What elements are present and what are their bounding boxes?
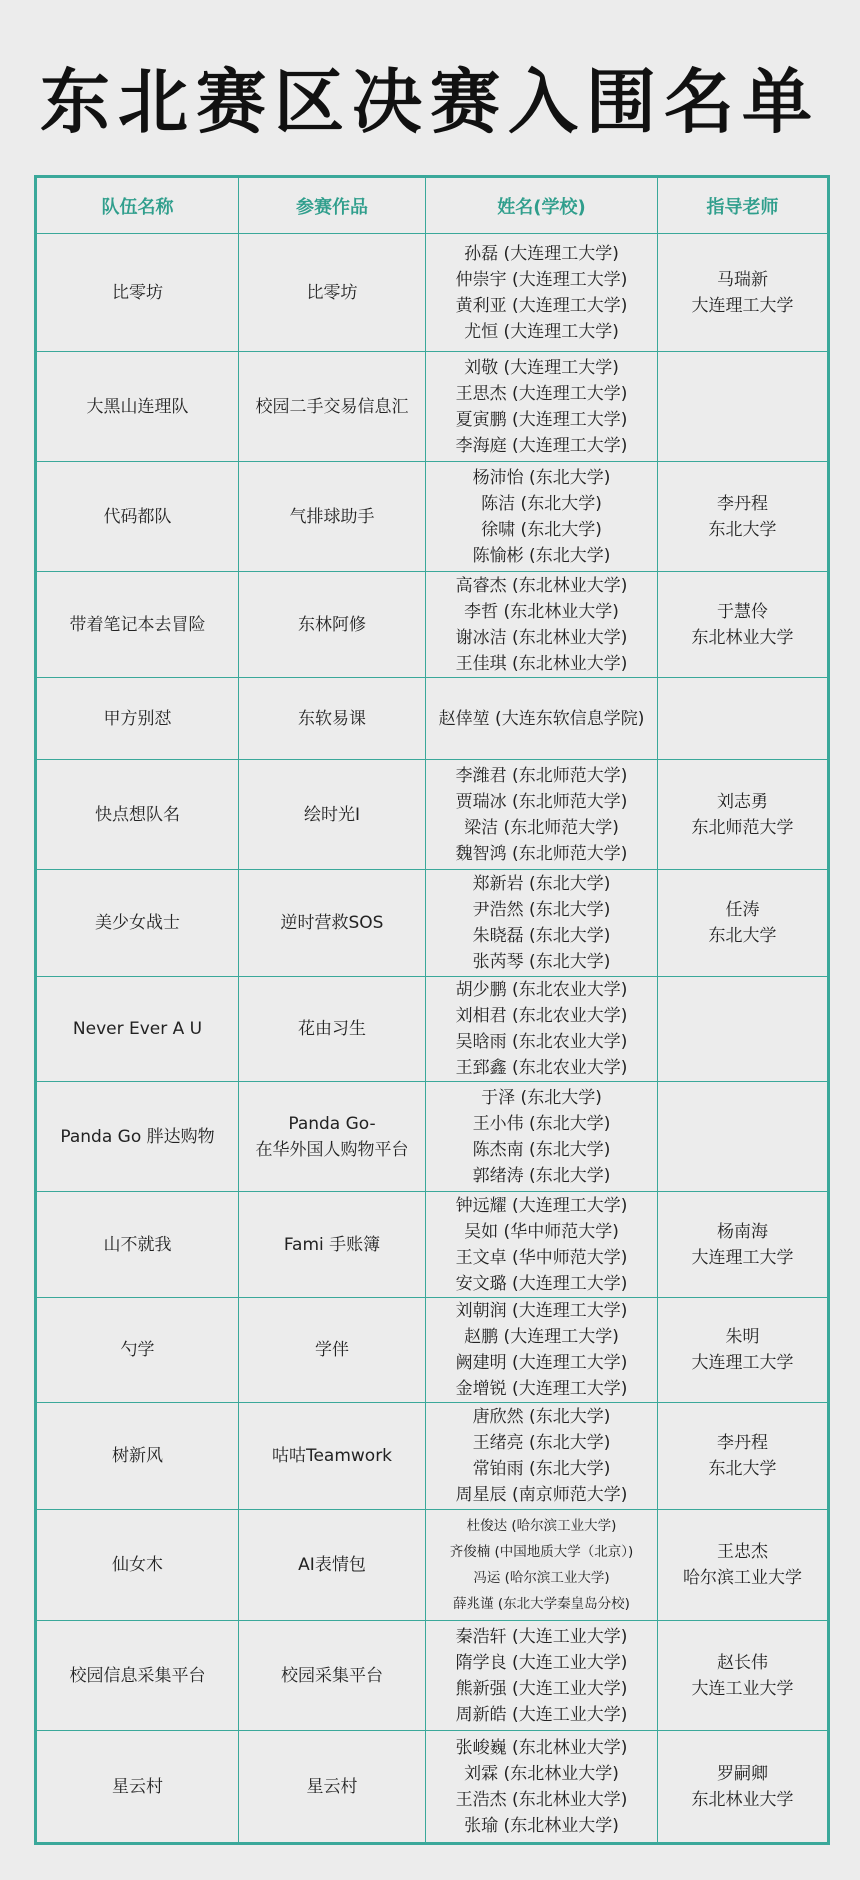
member-entry: 周新皓 (大连工业大学) bbox=[455, 1704, 628, 1725]
coach-name: 李丹程 bbox=[717, 1433, 768, 1453]
coach-school: 东北大学 bbox=[708, 519, 777, 540]
table-row bbox=[36, 678, 829, 760]
entry-work-cell bbox=[239, 572, 426, 678]
coach-name: 任涛 bbox=[725, 900, 760, 920]
table-body bbox=[36, 234, 829, 1844]
member-entry: 胡少鹏 (东北农业大学) bbox=[455, 980, 628, 1000]
member-entry: 赵倖堃 (大连东软信息学院) bbox=[438, 708, 645, 729]
members-cell bbox=[426, 760, 658, 870]
coach-cell bbox=[658, 1403, 829, 1510]
table-header-row bbox=[36, 177, 829, 234]
entry-work-line: 逆时营救SOS bbox=[280, 913, 384, 933]
member-entry: 张芮琴 (东北大学) bbox=[472, 952, 611, 972]
entry-work-cell bbox=[239, 760, 426, 870]
entry-work-cell bbox=[239, 678, 426, 760]
coach-cell bbox=[658, 1731, 829, 1844]
members-cell bbox=[426, 1510, 658, 1621]
member-entry: 王佳琪 (东北林业大学) bbox=[455, 653, 628, 674]
table-row bbox=[36, 1082, 829, 1192]
member-entry: 孙磊 (大连理工大学) bbox=[464, 243, 619, 264]
coach-school: 大连理工大学 bbox=[691, 295, 794, 316]
members-cell bbox=[426, 1192, 658, 1298]
member-entry: 唐欣然 (东北大学) bbox=[472, 1407, 611, 1427]
coach-school: 东北大学 bbox=[708, 926, 777, 946]
coach-school: 哈尔滨工业大学 bbox=[683, 1568, 802, 1588]
team-name-cell: Panda Go 胖达购物 bbox=[36, 1082, 239, 1192]
entry-work-line: 咕咕Teamwork bbox=[271, 1446, 393, 1466]
table-row bbox=[36, 1298, 829, 1403]
member-entry: 吴如 (华中师范大学) bbox=[464, 1221, 619, 1242]
member-entry: 尹浩然 (东北大学) bbox=[472, 900, 611, 920]
table-row bbox=[36, 1731, 829, 1844]
team-name-cell: Never Ever A U bbox=[36, 977, 239, 1082]
member-entry: 阙建明 (大连理工大学) bbox=[455, 1353, 628, 1373]
member-entry: 徐啸 (东北大学) bbox=[481, 519, 602, 540]
team-name-cell: 比零坊 bbox=[36, 234, 239, 352]
members-cell bbox=[426, 678, 658, 760]
coach-cell bbox=[658, 462, 829, 572]
entry-work-line: 校园二手交易信息汇 bbox=[255, 396, 409, 417]
team-name-cell: 树新风 bbox=[36, 1403, 239, 1510]
coach-cell bbox=[658, 352, 829, 462]
members-cell bbox=[426, 1298, 658, 1403]
entry-work-line: Fami 手账簿 bbox=[283, 1234, 381, 1255]
table-row bbox=[36, 1510, 829, 1621]
coach-name: 李丹程 bbox=[717, 493, 768, 514]
member-entry: 李海庭 (大连理工大学) bbox=[455, 435, 628, 456]
team-name-cell: 勺学 bbox=[36, 1298, 239, 1403]
team-name-cell: 甲方别怼 bbox=[36, 678, 239, 760]
team-name-cell: 星云村 bbox=[36, 1731, 239, 1844]
member-entry: 仲崇宇 (大连理工大学) bbox=[455, 269, 628, 290]
entry-work-line: 星云村 bbox=[306, 1776, 358, 1797]
entry-work-cell bbox=[239, 234, 426, 352]
member-entry: 王思杰 (大连理工大学) bbox=[455, 383, 628, 404]
members-cell bbox=[426, 234, 658, 352]
entry-work-line: AI表情包 bbox=[298, 1555, 366, 1575]
members-cell bbox=[426, 870, 658, 977]
member-entry: 贾瑞冰 (东北师范大学) bbox=[455, 791, 628, 812]
member-entry: 梁洁 (东北师范大学) bbox=[464, 817, 619, 838]
team-name-cell: 山不就我 bbox=[36, 1192, 239, 1298]
coach-name: 于慧伶 bbox=[717, 601, 768, 622]
coach-cell bbox=[658, 678, 829, 760]
coach-cell bbox=[658, 1082, 829, 1192]
member-entry: 王郅鑫 (东北农业大学) bbox=[455, 1058, 628, 1078]
member-entry: 陈愉彬 (东北大学) bbox=[472, 545, 611, 566]
coach-name: 马瑞新 bbox=[717, 269, 768, 290]
entry-work-cell bbox=[239, 870, 426, 977]
header-entry-work: 参赛作品 bbox=[239, 177, 426, 234]
team-name-cell: 带着笔记本去冒险 bbox=[36, 572, 239, 678]
coach-cell bbox=[658, 234, 829, 352]
member-entry: 黄利亚 (大连理工大学) bbox=[455, 295, 628, 316]
coach-name: 王忠杰 bbox=[717, 1542, 768, 1562]
entry-work-line: 校园采集平台 bbox=[281, 1665, 383, 1686]
team-name-cell: 仙女木 bbox=[36, 1510, 239, 1621]
coach-school: 东北林业大学 bbox=[691, 627, 794, 648]
header-members: 姓名(学校) bbox=[426, 177, 658, 234]
entry-work-line: 绘时光I bbox=[303, 804, 360, 825]
member-entry: 杨沛怡 (东北大学) bbox=[472, 467, 611, 488]
coach-school: 大连理工大学 bbox=[691, 1353, 794, 1373]
members-cell bbox=[426, 977, 658, 1082]
coach-name: 罗嗣卿 bbox=[717, 1763, 768, 1784]
member-entry: 于泽 (东北大学) bbox=[481, 1087, 602, 1108]
member-entry: 王浩杰 (东北林业大学) bbox=[455, 1789, 628, 1810]
entry-work-line: Panda Go- bbox=[288, 1113, 376, 1134]
coach-name: 赵长伟 bbox=[717, 1652, 768, 1673]
member-entry: 朱晓磊 (东北大学) bbox=[472, 926, 611, 946]
finalist-table bbox=[34, 175, 830, 1845]
member-entry: 周星辰 (南京师范大学) bbox=[455, 1485, 628, 1505]
entry-work-cell bbox=[239, 1403, 426, 1510]
member-entry: 王小伟 (东北大学) bbox=[472, 1113, 611, 1134]
coach-cell bbox=[658, 1510, 829, 1621]
table-row bbox=[36, 234, 829, 352]
member-entry: 刘霖 (东北林业大学) bbox=[464, 1763, 619, 1784]
team-name-cell: 校园信息采集平台 bbox=[36, 1621, 239, 1731]
member-entry: 杜俊达 (哈尔滨工业大学) bbox=[466, 1518, 617, 1534]
members-cell bbox=[426, 352, 658, 462]
table-row bbox=[36, 870, 829, 977]
member-entry: 谢冰洁 (东北林业大学) bbox=[455, 627, 628, 648]
coach-school: 东北大学 bbox=[708, 1459, 777, 1479]
member-entry: 张瑜 (东北林业大学) bbox=[464, 1815, 619, 1836]
entry-work-cell bbox=[239, 977, 426, 1082]
coach-cell bbox=[658, 870, 829, 977]
table-row bbox=[36, 572, 829, 678]
table-row bbox=[36, 462, 829, 572]
team-name-cell: 美少女战士 bbox=[36, 870, 239, 977]
member-entry: 李哲 (东北林业大学) bbox=[464, 601, 619, 622]
entry-work-line: 比零坊 bbox=[306, 282, 358, 303]
coach-cell bbox=[658, 572, 829, 678]
header-team-name: 队伍名称 bbox=[36, 177, 239, 234]
coach-name: 朱明 bbox=[725, 1327, 760, 1347]
entry-work-line: 气排球助手 bbox=[289, 506, 375, 527]
member-entry: 郑新岩 (东北大学) bbox=[472, 874, 611, 894]
member-entry: 赵鹏 (大连理工大学) bbox=[464, 1327, 619, 1347]
team-name-cell: 代码都队 bbox=[36, 462, 239, 572]
member-entry: 钟远耀 (大连理工大学) bbox=[455, 1195, 628, 1216]
member-entry: 李潍君 (东北师范大学) bbox=[455, 765, 628, 786]
table-row bbox=[36, 977, 829, 1082]
entry-work-cell bbox=[239, 1192, 426, 1298]
table-row bbox=[36, 760, 829, 870]
member-entry: 王文卓 (华中师范大学) bbox=[455, 1247, 628, 1268]
member-entry: 刘敬 (大连理工大学) bbox=[464, 357, 619, 378]
members-cell bbox=[426, 462, 658, 572]
table-row bbox=[36, 1621, 829, 1731]
member-entry: 冯运 (哈尔滨工业大学) bbox=[473, 1570, 610, 1586]
member-entry: 吴晗雨 (东北农业大学) bbox=[455, 1032, 628, 1052]
coach-cell bbox=[658, 1192, 829, 1298]
coach-school: 东北林业大学 bbox=[691, 1789, 794, 1810]
coach-cell bbox=[658, 1621, 829, 1731]
coach-school: 东北师范大学 bbox=[691, 817, 794, 838]
entry-work-cell bbox=[239, 1510, 426, 1621]
members-cell bbox=[426, 572, 658, 678]
team-name-cell: 大黑山连理队 bbox=[36, 352, 239, 462]
entry-work-cell bbox=[239, 1082, 426, 1192]
table-row bbox=[36, 352, 829, 462]
members-cell bbox=[426, 1731, 658, 1844]
table-row bbox=[36, 1403, 829, 1510]
member-entry: 刘朝润 (大连理工大学) bbox=[455, 1301, 628, 1321]
table-row bbox=[36, 1192, 829, 1298]
member-entry: 郭绪涛 (东北大学) bbox=[472, 1165, 611, 1186]
member-entry: 熊新强 (大连工业大学) bbox=[455, 1678, 628, 1699]
entry-work-cell bbox=[239, 1298, 426, 1403]
member-entry: 尤恒 (大连理工大学) bbox=[464, 321, 619, 342]
member-entry: 张峻巍 (东北林业大学) bbox=[455, 1737, 628, 1758]
team-name-cell: 快点想队名 bbox=[36, 760, 239, 870]
entry-work-line: 在华外国人购物平台 bbox=[255, 1139, 409, 1160]
member-entry: 高睿杰 (东北林业大学) bbox=[455, 575, 628, 596]
member-entry: 秦浩轩 (大连工业大学) bbox=[455, 1626, 628, 1647]
members-cell bbox=[426, 1082, 658, 1192]
entry-work-line: 东林阿修 bbox=[298, 614, 366, 635]
members-cell bbox=[426, 1403, 658, 1510]
entry-work-cell bbox=[239, 1731, 426, 1844]
page-title: 东北赛区决赛入围名单 bbox=[40, 61, 820, 143]
coach-name: 刘志勇 bbox=[717, 791, 768, 812]
header-coach: 指导老师 bbox=[658, 177, 829, 234]
entry-work-line: 花由习生 bbox=[298, 1019, 366, 1039]
member-entry: 金增锐 (大连理工大学) bbox=[455, 1379, 628, 1399]
coach-school: 大连理工大学 bbox=[691, 1247, 794, 1268]
coach-name: 杨南海 bbox=[717, 1221, 768, 1242]
member-entry: 夏寅鹏 (大连理工大学) bbox=[455, 409, 628, 430]
member-entry: 隋学良 (大连工业大学) bbox=[455, 1652, 628, 1673]
member-entry: 陈杰南 (东北大学) bbox=[472, 1139, 611, 1160]
member-entry: 安文璐 (大连理工大学) bbox=[455, 1273, 628, 1294]
member-entry: 齐俊楠 (中国地质大学（北京）) bbox=[449, 1544, 634, 1560]
entry-work-cell bbox=[239, 352, 426, 462]
entry-work-cell bbox=[239, 1621, 426, 1731]
member-entry: 薛兆谨 (东北大学秦皇岛分校) bbox=[453, 1596, 630, 1612]
members-cell bbox=[426, 1621, 658, 1731]
member-entry: 魏智鸿 (东北师范大学) bbox=[455, 843, 628, 864]
entry-work-line: 东软易课 bbox=[298, 708, 366, 729]
entry-work-line: 学伴 bbox=[315, 1340, 349, 1360]
entry-work-cell bbox=[239, 462, 426, 572]
member-entry: 常铂雨 (东北大学) bbox=[472, 1459, 611, 1479]
coach-cell bbox=[658, 977, 829, 1082]
member-entry: 陈洁 (东北大学) bbox=[481, 493, 602, 514]
member-entry: 王绪亮 (东北大学) bbox=[472, 1433, 611, 1453]
coach-cell bbox=[658, 1298, 829, 1403]
coach-school: 大连工业大学 bbox=[691, 1678, 794, 1699]
coach-cell bbox=[658, 760, 829, 870]
member-entry: 刘相君 (东北农业大学) bbox=[455, 1006, 628, 1026]
